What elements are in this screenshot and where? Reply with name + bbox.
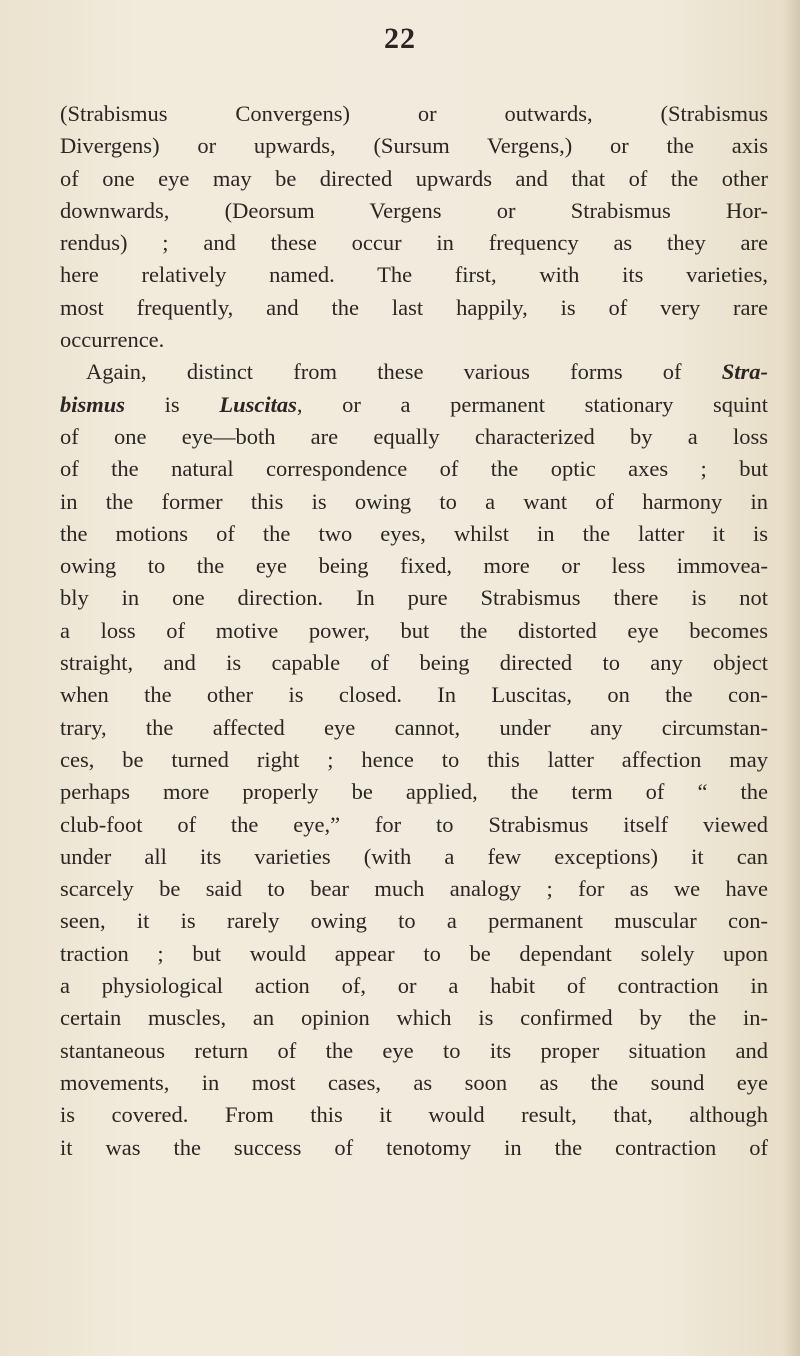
text-line	[60, 389, 768, 421]
page-edge-shadow	[784, 0, 800, 1356]
text-line: of one eye—both are equally characterized by a loss	[60, 423, 768, 449]
text-line: it was the success of tenotomy in the contraction of	[60, 1134, 768, 1160]
text-line: movements, in most cases, as soon as the sound eye	[60, 1069, 768, 1095]
text-line: (Strabismus Convergens) or outwards, (Strabismus	[60, 101, 768, 126]
text-line: most frequently, and the last happily, is of very rare	[60, 294, 768, 320]
page-number: 22	[384, 22, 416, 55]
text-line: ces, be turned right ; hence to this latter affection may	[60, 746, 768, 772]
text-line-paragraph-start	[60, 356, 768, 388]
text-line: a physiological action of, or a habit of contraction in	[60, 973, 768, 999]
italic-term: Luscitas	[219, 391, 297, 417]
text-line: bly in one direction. In pure Strabismus there is not	[60, 585, 768, 611]
text-line: club-foot of the eye,” for to Strabismus itself viewed	[60, 811, 768, 837]
text-line: traction ; but would appear to be dependant solely upon	[60, 940, 768, 966]
text-line: of the natural correspondence of the optic axes ; but	[60, 456, 768, 482]
text-line: certain muscles, an opinion which is confirmed by the in-	[60, 1005, 768, 1031]
text-segment: , or a permanent stationary squint	[296, 391, 769, 417]
text-segment: is	[164, 391, 180, 417]
body-text	[60, 98, 768, 1164]
text-line: when the other is closed. In Luscitas, on the con-	[60, 682, 768, 708]
text-segment: Again, distinct from these various forms of	[86, 359, 682, 385]
text-line: trary, the affected eye cannot, under any circumstan-	[60, 714, 768, 740]
text-line: owing to the eye being fixed, more or less immovea-	[60, 553, 768, 579]
text-line: downwards, (Deorsum Vergens or Strabismus Hor-	[60, 197, 768, 223]
text-line: a loss of motive power, but the distorted eye becomes	[60, 617, 768, 643]
text-line: here relatively named. The first, with its varieties,	[60, 262, 768, 288]
text-line: is covered. From this it would result, that, although	[60, 1102, 768, 1128]
text-line: in the former this is owing to a want of harmony in	[60, 488, 768, 514]
text-line: Divergens) or upwards, (Sursum Vergens,) or the axis	[60, 133, 768, 159]
text-line: occurrence.	[60, 327, 165, 353]
text-line: stantaneous return of the eye to its proper situation and	[60, 1037, 768, 1063]
text-line: perhaps more properly be applied, the term of “ the	[60, 779, 768, 805]
text-line: straight, and is capable of being directed to any object	[60, 650, 768, 676]
italic-term: bismus	[60, 391, 126, 417]
text-line: of one eye may be directed upwards and that of the other	[60, 165, 768, 191]
text-line: rendus) ; and these occur in frequency as they are	[60, 230, 768, 256]
text-line: scarcely be said to bear much analogy ; for as we have	[60, 876, 768, 902]
italic-term: Stra-	[721, 359, 768, 385]
text-line: the motions of the two eyes, whilst in the latter it is	[60, 520, 768, 546]
text-line: under all its varieties (with a few exceptions) it can	[60, 843, 768, 869]
text-line: seen, it is rarely owing to a permanent muscular con-	[60, 908, 768, 934]
